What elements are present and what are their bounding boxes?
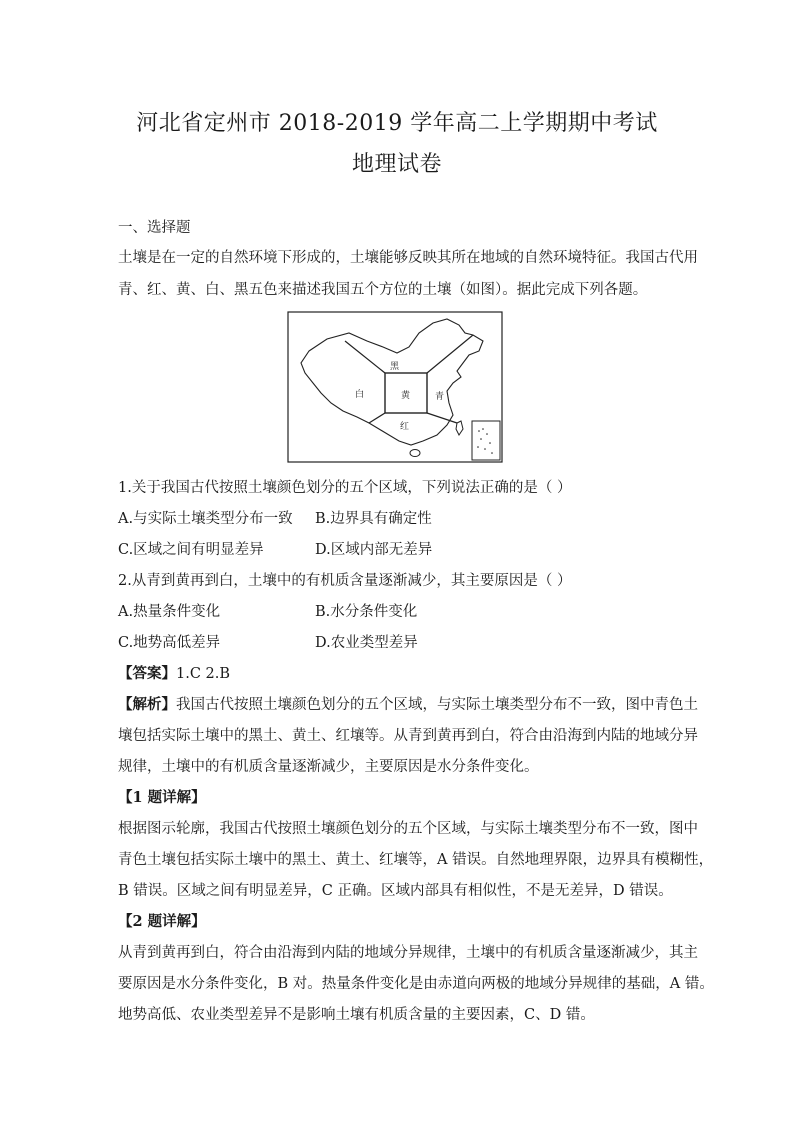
china-soil-map xyxy=(287,311,503,463)
q2-option-d: D.农业类型差异 xyxy=(315,635,418,651)
detail-1-heading: 【1 题详解】 xyxy=(118,789,206,806)
question-1-stem: 1.关于我国古代按照土壤颜色划分的五个区域，下列说法正确的是（ ） xyxy=(118,480,572,496)
section-heading: 一、选择题 xyxy=(118,220,191,236)
analysis-line-1 xyxy=(118,695,698,715)
question-2-stem: 2.从青到黄再到白，土壤中的有机质含量逐渐减少，其主要原因是（ ） xyxy=(118,573,572,589)
q2-option-b: B.水分条件变化 xyxy=(315,604,418,620)
answer-label: 【答案】 xyxy=(118,665,176,682)
label-yellow: 黄 xyxy=(401,391,411,401)
detail-2-line-1: 从青到黄再到白，符合由沿海到内陆的地域分异规律，土壤中的有机质含量逐渐减少，其主 xyxy=(118,945,698,961)
detail-1-line-2: 青色土壤包括实际土壤中的黑土、黄土、红壤等，A 错误。自然地理界限，边界具有模糊性， xyxy=(118,852,714,868)
intro-line-2: 青、红、黄、白、黑五色来描述我国五个方位的土壤（如图）。据此完成下列各题。 xyxy=(118,282,648,298)
q1-option-a: A.与实际土壤类型分布一致 xyxy=(118,511,293,527)
detail-2-line-3: 地势高低、农业类型差异不是影响土壤有机质含量的主要因素，C、D 错。 xyxy=(118,1007,595,1023)
detail-1-line-1: 根据图示轮廓，我国古代按照土壤颜色划分的五个区域，与实际土壤类型分布不一致，图中 xyxy=(118,821,698,837)
detail-2-line-2: 要原因是水分条件变化，B 对。热量条件变化是由赤道向两极的地域分异规律的基础，A 错。 xyxy=(118,976,714,992)
analysis-text-1: 我国古代按照土壤颜色划分的五个区域，与实际土壤类型分布不一致，图中青色土 xyxy=(176,697,698,713)
detail-2-heading: 【2 题详解】 xyxy=(118,913,206,930)
page-subtitle: 地理试卷 xyxy=(351,152,442,177)
q2-option-a: A.热量条件变化 xyxy=(118,604,221,620)
q1-option-d: D.区域内部无差异 xyxy=(315,542,433,558)
detail-1-line-3: B 错误。区域之间有明显差异，C 正确。区域内部具有相似性，不是无差异，D 错误。 xyxy=(118,883,673,899)
china-soil-map-figure xyxy=(287,311,503,463)
q1-option-b: B.边界具有确定性 xyxy=(315,511,432,527)
label-red: 红 xyxy=(400,422,410,432)
analysis-line-3: 规律，土壤中的有机质含量逐渐减少，主要原因是水分条件变化。 xyxy=(118,759,539,775)
page-title: 河北省定州市 2018-2019 学年高二上学期期中考试 xyxy=(136,111,658,136)
q1-option-c: C.区域之间有明显差异 xyxy=(118,542,264,558)
intro-line-1: 土壤是在一定的自然环境下形成的，土壤能够反映其所在地域的自然环境特征。我国古代用 xyxy=(118,250,698,266)
answer-line xyxy=(118,664,230,684)
label-black: 黑 xyxy=(390,362,400,372)
label-cyan: 青 xyxy=(435,392,445,402)
q2-option-c: C.地势高低差异 xyxy=(118,635,221,651)
analysis-line-2: 壤包括实际土壤中的黑土、黄土、红壤等。从青到黄再到白，符合由沿海到内陆的地域分异 xyxy=(118,728,698,744)
answer-text: 1.C 2.B xyxy=(176,666,231,682)
label-white: 白 xyxy=(355,390,365,400)
analysis-label: 【解析】 xyxy=(118,696,176,713)
